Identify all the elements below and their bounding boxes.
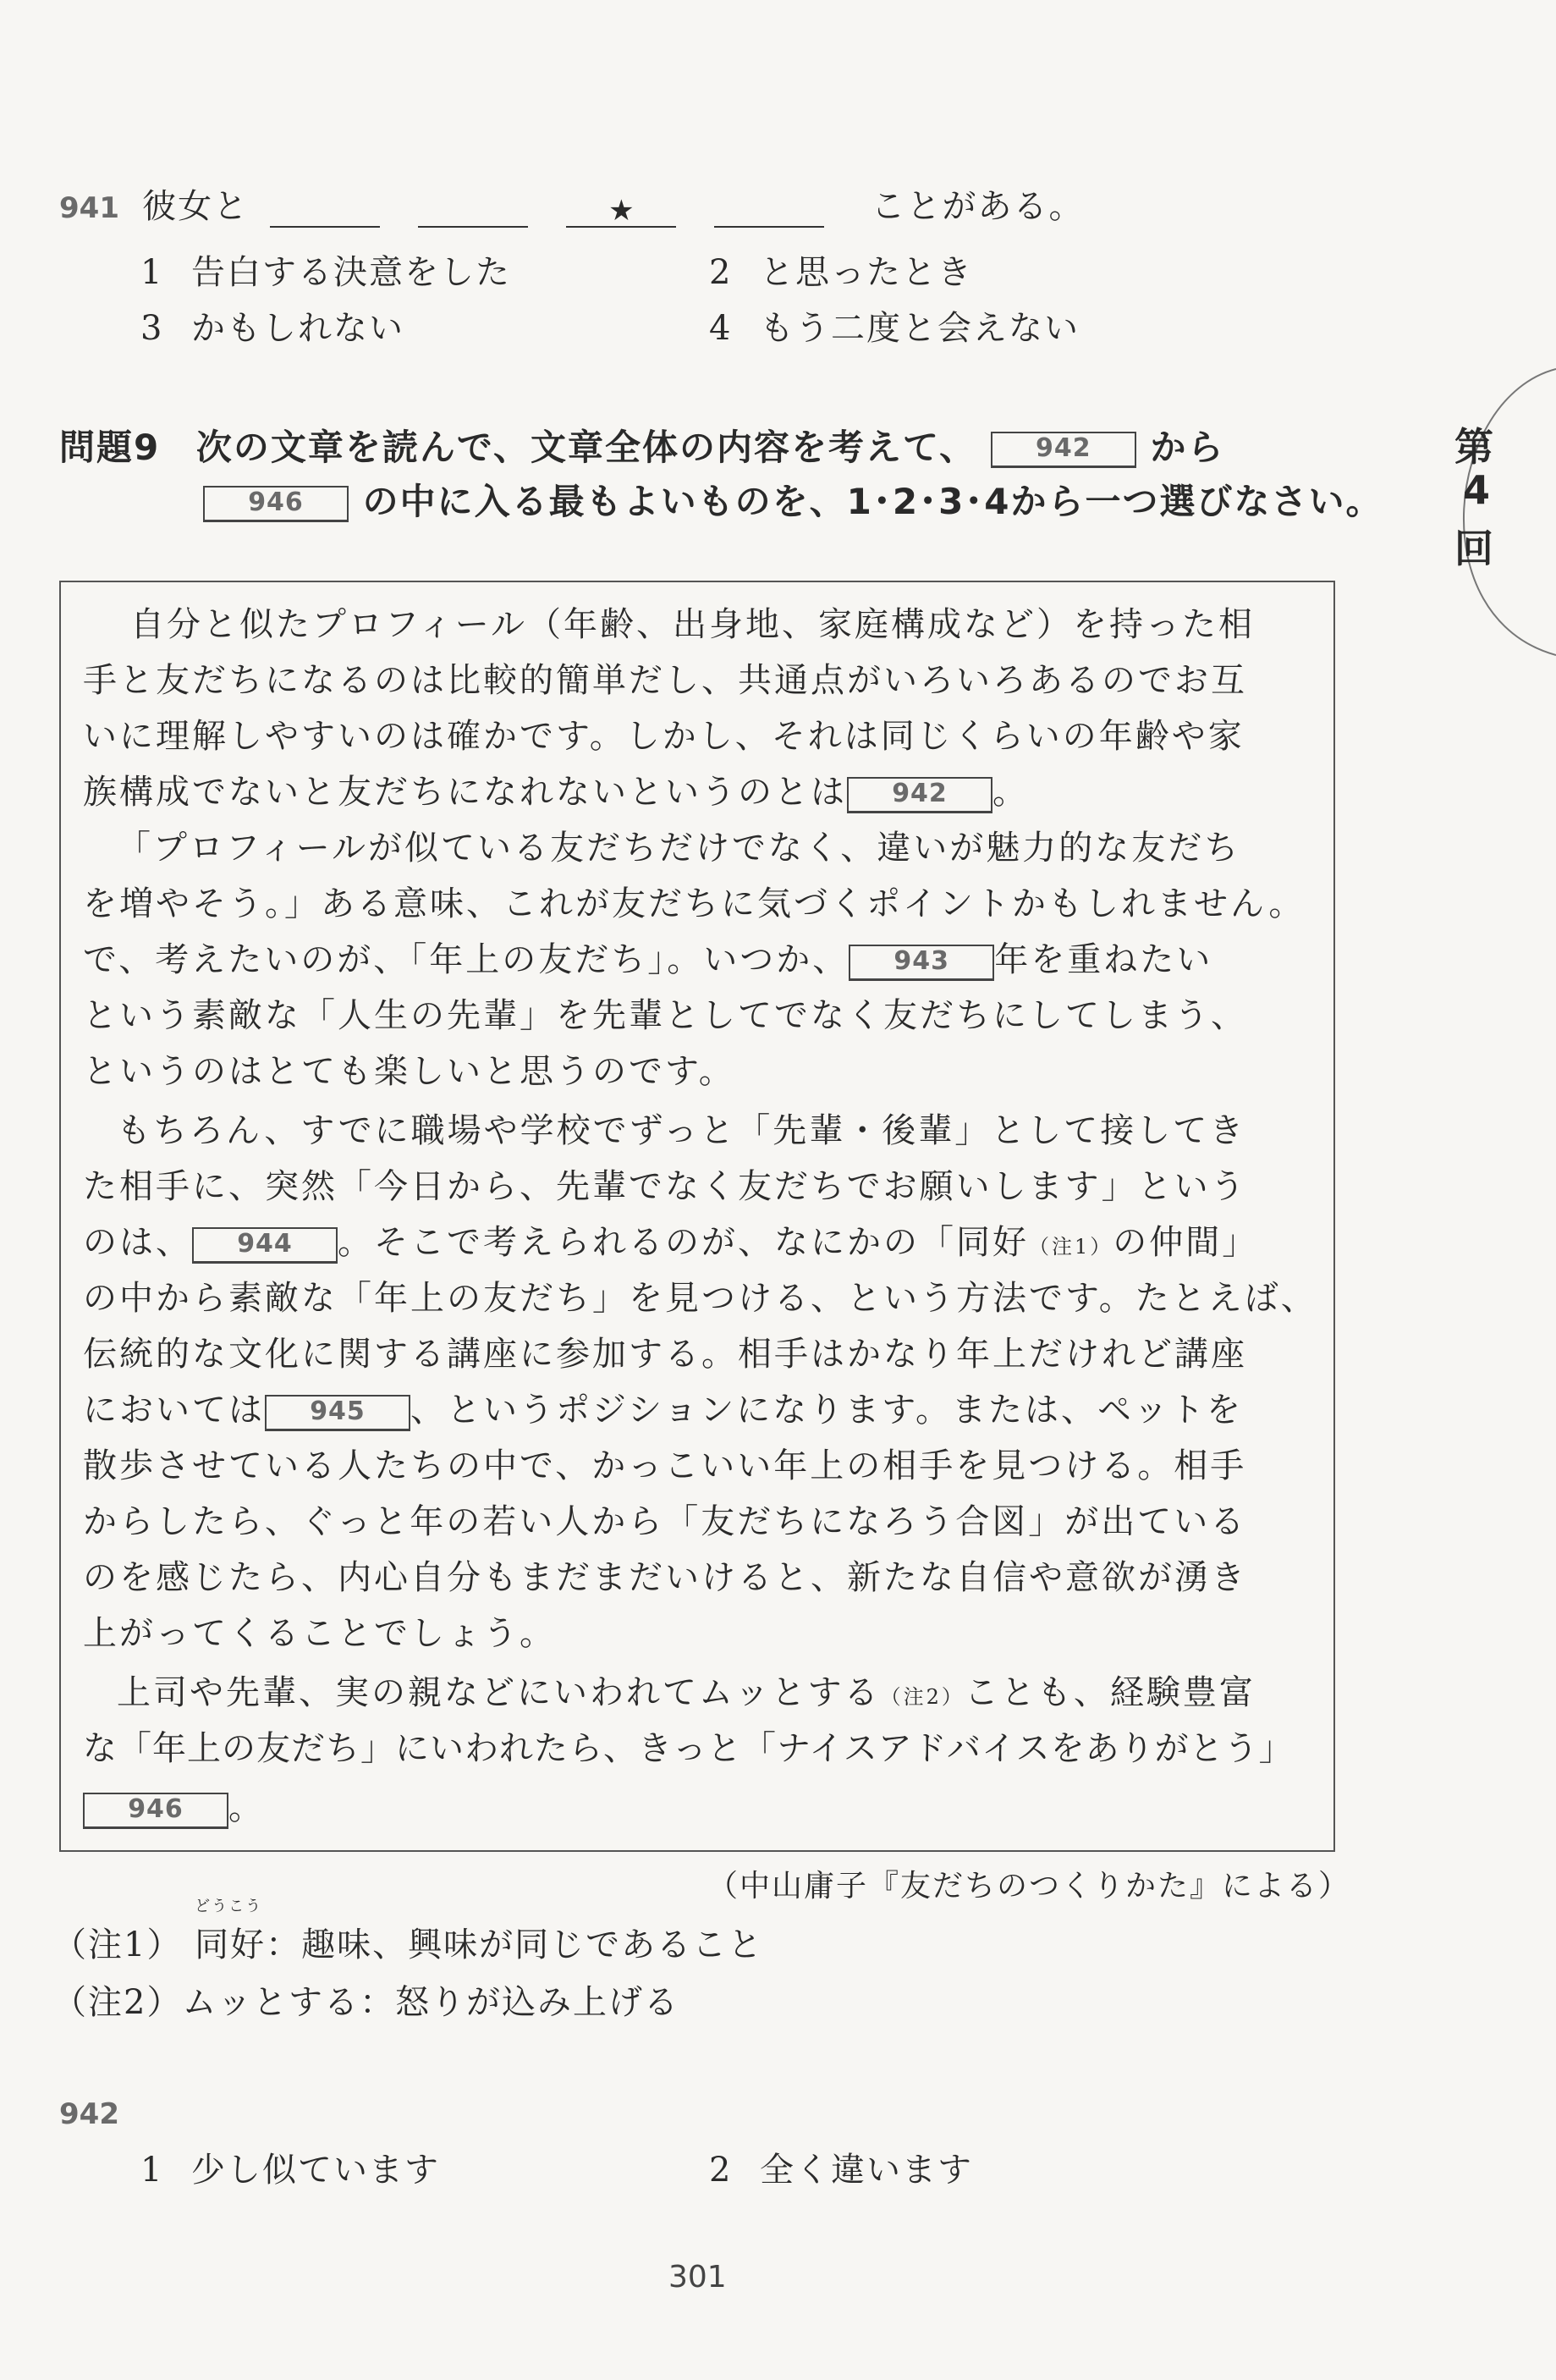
passage-line: 上がってくることでしょう。 [83, 1614, 556, 1653]
answer-box-942: 942 [847, 777, 992, 813]
blank-1[interactable] [270, 194, 380, 228]
option-1[interactable]: 1 少し似ています [140, 2151, 440, 2190]
passage-line: のを感じたら、内心自分もまだまだいけると、新たな自信や意欲が湧き [83, 1558, 1247, 1597]
ruby-reading: どうこう [195, 1898, 263, 1915]
passage-line: 散歩させている人たちの中で、かっこいい年上の相手を見つける。相手 [83, 1446, 1247, 1485]
note-2: （注2）ムッとする：怒りが込み上げる [52, 1983, 680, 2022]
passage-line: 自分と似たプロフィール（年齢、出身地、家庭構成など）を持った相 [130, 605, 1255, 644]
passage-line: 手と友だちになるのは比較的簡単だし、共通点がいろいろあるのでお互 [83, 661, 1247, 700]
option-1[interactable]: 1 告白する決意をした [140, 253, 511, 292]
passage-line: な「年上の友だち」にいわれたら、きっと「ナイスアドバイスをありがとう」 [83, 1729, 1294, 1768]
tab-char-3: 回 [1454, 526, 1493, 571]
round-tab [1387, 364, 1556, 669]
note-marker: （注1） [1029, 1235, 1113, 1259]
reading-passage [59, 581, 1335, 1852]
passage-line: のは、 944 。そこで考えられるのが、なにかの「同好（注1）の仲間」 [83, 1223, 1259, 1262]
source-citation: （中山庸子『友だちのつくりかた』による） [707, 1869, 1351, 1903]
question-stem-suffix: ことがある。 [871, 187, 1085, 226]
blank-star[interactable]: ★ [566, 194, 676, 228]
blank-2[interactable] [418, 194, 528, 228]
option-3[interactable]: 3 かもしれない [140, 309, 404, 348]
answer-box-946: 946 [83, 1793, 228, 1829]
passage-line: 族構成でないと友だちになれないというのとは 942 。 [83, 773, 1029, 812]
question-941 [59, 179, 1085, 228]
section-instruction-1b: から [1150, 427, 1225, 468]
passage-line: 「プロフィールが似ている友だちだけでなく、違いが魅力的な友だち [117, 829, 1241, 868]
answer-box-943: 943 [849, 945, 994, 981]
blank-4[interactable] [714, 194, 824, 228]
section-label: 問題9 [59, 427, 161, 468]
passage-line: もちろん、すでに職場や学校でずっと「先輩・後輩」として接してき [117, 1111, 1246, 1150]
option-2[interactable]: 2 と思ったとき [709, 253, 973, 292]
answer-box-942: 942 [991, 432, 1136, 468]
passage-line: というのはとても楽しいと思うのです。 [83, 1052, 735, 1091]
passage-line: という素敵な「人生の先輩」を先輩としてでなく友だちにしてしまう、 [83, 996, 1247, 1035]
answer-box-946: 946 [203, 486, 349, 522]
note-1: （注1） どうこう 同好：趣味、興味が同じであること [52, 1918, 763, 1966]
passage-line: た相手に、突然「今日から、先輩でなく友だちでお願いします」という [83, 1167, 1247, 1206]
answer-box-945: 945 [265, 1395, 410, 1431]
option-2[interactable]: 2 全く違います [709, 2151, 973, 2190]
passage-line: 946 。 [83, 1781, 265, 1829]
page-number: 301 [668, 2260, 727, 2295]
option-4[interactable]: 4 もう二度と会えない [709, 309, 1080, 348]
note-marker: （注2） [880, 1685, 965, 1709]
passage-line: の中から素敵な「年上の友だち」を見つける、という方法です。たとえば、 [83, 1279, 1317, 1318]
tab-char-1: 第 [1454, 424, 1493, 470]
passage-line: いに理解しやすいのは確かです。しかし、それは同じくらいの年齢や家 [83, 717, 1245, 756]
passage-line: 上司や先輩、実の親などにいわれてムッとする（注2）ことも、経験豊富 [117, 1673, 1256, 1712]
passage-line: においては 945 、というポジションになります。または、ペットを [83, 1391, 1243, 1430]
passage-line: を増やそう。」ある意味、これが友だちに気づくポイントかもしれません。 [83, 884, 1306, 923]
question-number: 942 [59, 2097, 119, 2131]
passage-line: で、考えたいのが、「年上の友だち」。いつか、 943 年を重ねたい [83, 940, 1213, 979]
answer-box-944: 944 [192, 1227, 338, 1264]
section-heading-line2 [203, 474, 1383, 525]
question-number: 941 [59, 191, 119, 225]
section-instruction-1: 次の文章を読んで、文章全体の内容を考えて、 [195, 427, 977, 468]
tab-arc [1387, 364, 1556, 669]
passage-line: 伝統的な文化に関する講座に参加する。相手はかなり年上だけれど講座 [83, 1335, 1247, 1374]
passage-line: からしたら、ぐっと年の若い人から「友だちになろう合図」が出ている [83, 1502, 1247, 1541]
tab-char-2: 4 [1463, 467, 1491, 513]
section-heading [59, 420, 1224, 471]
section-instruction-2: の中に入る最もよいものを、1･2･3･4から一つ選びなさい。 [362, 481, 1383, 522]
question-stem-prefix: 彼女と [142, 187, 250, 226]
